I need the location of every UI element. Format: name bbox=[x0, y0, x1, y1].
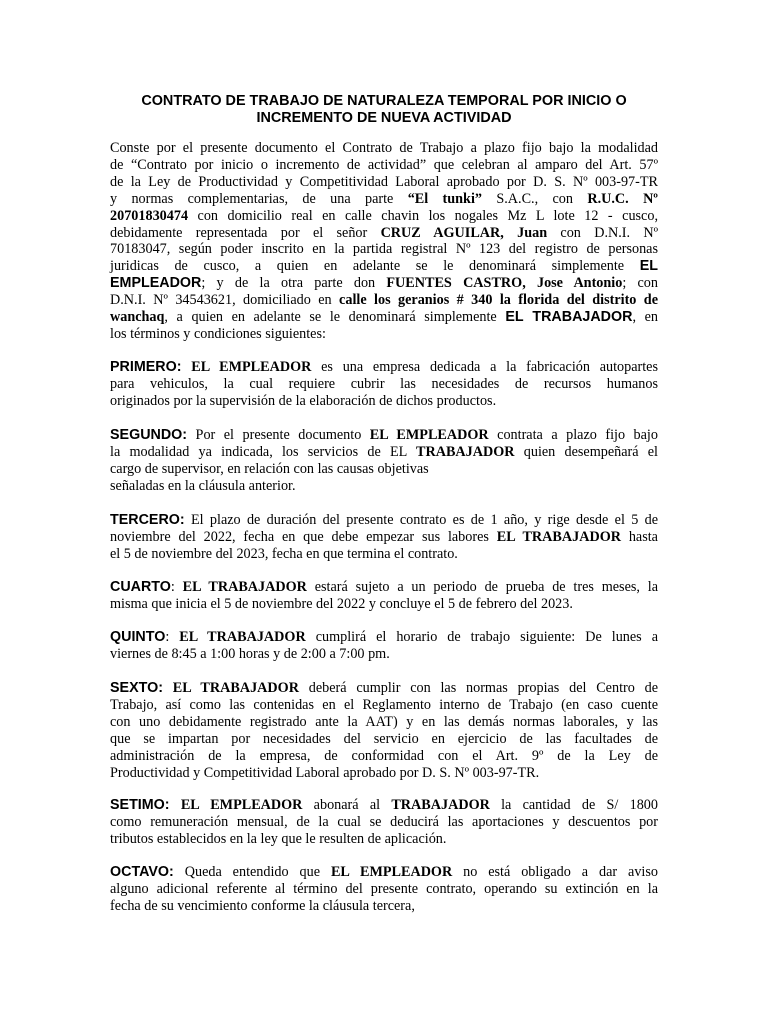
clause-text: El plazo de duración del presente contrato es de 1 año, y rige desde el 5 de bbox=[184, 512, 658, 528]
party-term: EL TRABAJADOR bbox=[496, 528, 621, 545]
clause-line: tributos establecidos en la ley que le resulten de aplicación. bbox=[110, 830, 447, 847]
intro-text: ; y de la otra parte don bbox=[201, 275, 387, 292]
intro-line: de “Contrato por inicio o incremento de actividad” que celebran al amparo del Art. 57º bbox=[110, 156, 658, 173]
intro-text: debidamente representada por el señor bbox=[110, 224, 381, 241]
intro-text: con domicilio real en calle chavin los nogales Mz L lote 12 - cusco, bbox=[188, 207, 658, 224]
party-term: EL TRABAJADOR bbox=[179, 629, 306, 645]
intro-line bbox=[110, 275, 658, 292]
intro-line: 70183047, según poder inscrito en la partida registral Nº 123 del registro de personas bbox=[110, 241, 658, 258]
clause-line: para vehiculos, la cual requiere cubrir las necesidades de recursos humanos bbox=[110, 375, 658, 392]
clause-line: administración de la empresa, de conformidad con el Art. 9º de la Ley de bbox=[110, 747, 658, 764]
party-term: EL EMPLEADOR bbox=[169, 797, 303, 813]
intro-text: D.N.I. Nº 34543621, domiciliado en bbox=[110, 292, 340, 309]
clause-text: hasta bbox=[621, 528, 658, 545]
representative-name: CRUZ AGUILAR, Juan bbox=[380, 224, 548, 241]
title-line-2: INCREMENTO DE NUEVA ACTIVIDAD bbox=[256, 110, 512, 126]
clause-line: fecha de su vencimiento conforme la cláusula tercera, bbox=[110, 897, 415, 914]
party-term: EL TRABAJADOR bbox=[182, 579, 307, 595]
clause-text: noviembre del 2022, fecha en que debe empezar sus labores bbox=[110, 528, 497, 545]
intro-line bbox=[110, 191, 658, 208]
worker-name: FUENTES CASTRO, Jose Antonio bbox=[386, 275, 623, 292]
clause-text: contrata a plazo fijo bajo bbox=[488, 427, 658, 443]
intro-text: ; con bbox=[622, 275, 658, 292]
clause-setimo bbox=[110, 797, 658, 848]
worker-address: wanchaq bbox=[110, 309, 165, 326]
intro-text: , a quien en adelante se le denominará simplemente bbox=[164, 309, 506, 326]
clause-cuarto bbox=[110, 579, 658, 613]
clause-text: : bbox=[165, 629, 180, 645]
intro-line bbox=[110, 208, 658, 225]
intro-line bbox=[110, 258, 658, 275]
clause-text: : bbox=[170, 579, 183, 595]
clause-heading: QUINTO bbox=[110, 629, 166, 645]
clause-tercero bbox=[110, 512, 658, 563]
party-term: EL TRABAJADOR bbox=[162, 680, 299, 696]
clause-text: quien desempeñará el bbox=[514, 443, 658, 460]
title-line-1: CONTRATO DE TRABAJO DE NATURALEZA TEMPORAL POR INICIO O bbox=[141, 93, 627, 109]
clause-primero bbox=[110, 359, 658, 410]
clause-text: cumplirá el horario de trabajo siguiente: De lunes a bbox=[305, 629, 658, 645]
clause-sexto bbox=[110, 680, 658, 781]
intro-text: y normas complementarias, de una parte bbox=[110, 190, 408, 207]
clause-line bbox=[110, 529, 658, 546]
party-term: EL EMPLEADOR bbox=[330, 864, 453, 880]
clause-line bbox=[110, 579, 658, 596]
clause-line: señaladas en la cláusula anterior. bbox=[110, 477, 296, 494]
party-term: EL EMPLEADOR bbox=[369, 427, 489, 443]
clause-text: Queda entendido que bbox=[173, 864, 331, 880]
clause-text: no está obligado a dar aviso bbox=[452, 864, 658, 880]
clause-line: alguno adicional referente al término del presente contrato, operando su extinción en la bbox=[110, 880, 658, 897]
clause-line bbox=[110, 359, 658, 376]
clause-line bbox=[110, 444, 658, 461]
clause-line bbox=[110, 512, 658, 529]
clause-octavo bbox=[110, 864, 658, 915]
clause-heading: SETIMO: bbox=[110, 797, 170, 813]
intro-text: con D.N.I. Nº bbox=[547, 224, 659, 241]
ruc-number: 20701830474 bbox=[110, 207, 189, 224]
clause-line bbox=[110, 864, 658, 881]
worker-address: calle los geranios # 340 la florida del distrito de bbox=[339, 292, 658, 309]
clause-line: Trabajo, así como las contenidas en el Reglamento interno de Trabajo (en caso cuente bbox=[110, 696, 658, 713]
clause-quinto bbox=[110, 629, 658, 663]
clause-text: la cantidad de S/ 1800 bbox=[489, 797, 658, 813]
intro-line: los términos y condiciones siguientes: bbox=[110, 325, 326, 342]
clause-heading: TERCERO: bbox=[110, 512, 185, 528]
intro-text: juridicas de cusco, a quien en adelante se le denominará simplemente bbox=[110, 258, 640, 275]
intro-text: S.A.C., con bbox=[481, 190, 588, 207]
intro-text: , en bbox=[632, 309, 658, 326]
company-name: “El tunki” bbox=[407, 190, 482, 207]
party-term: EL EMPLEADOR bbox=[181, 359, 312, 375]
intro-line bbox=[110, 309, 658, 326]
clause-line: como remuneración mensual, de la cual se deducirá las aportaciones y descuentos por bbox=[110, 813, 658, 830]
clause-text: es una empresa dedicada a la fabricación autopartes bbox=[311, 359, 658, 375]
clause-line bbox=[110, 427, 658, 444]
clause-line: el 5 de noviembre del 2023, fecha en que termina el contrato. bbox=[110, 545, 458, 562]
clause-heading: CUARTO bbox=[110, 579, 171, 595]
clause-line bbox=[110, 680, 658, 697]
clause-line: que se impartan por necesidades del servicio en ejercicio de las facultades de bbox=[110, 730, 658, 747]
contract-title bbox=[100, 93, 668, 127]
intro-line: Conste por el presente documento el Contrato de Trabajo a plazo fijo bajo la modalidad bbox=[110, 140, 658, 156]
intro-paragraph bbox=[110, 140, 658, 343]
clause-line bbox=[110, 797, 658, 814]
clause-line: con uno debidamente registrado ante la AAT) y en las demás normas laborales, y las bbox=[110, 713, 658, 730]
party-term: TRABAJADOR bbox=[391, 797, 490, 813]
party-term: EMPLEADOR bbox=[110, 275, 202, 292]
clause-line: Productividad y Competitividad Laboral aprobado por D. S. Nº 003-97-TR. bbox=[110, 764, 540, 781]
clause-heading: OCTAVO: bbox=[110, 864, 174, 880]
intro-line bbox=[110, 292, 658, 309]
clause-text: deberá cumplir con las normas propias del Centro de bbox=[298, 680, 659, 696]
clause-line: misma que inicia el 5 de noviembre del 2022 y concluye el 5 de febrero del 2023. bbox=[110, 595, 573, 612]
party-term: EL TRABAJADOR bbox=[505, 309, 633, 326]
clause-heading: PRIMERO: bbox=[110, 359, 182, 375]
clause-heading: SEXTO: bbox=[110, 680, 163, 696]
party-term: TRABAJADOR bbox=[416, 443, 515, 460]
clause-line bbox=[110, 629, 658, 646]
clause-line: viernes de 8:45 a 1:00 horas y de 2:00 a 7:00 pm. bbox=[110, 645, 390, 662]
clause-text: Por el presente documento bbox=[187, 427, 370, 443]
clause-text: estará sujeto a un periodo de prueba de tres meses, la bbox=[306, 579, 658, 595]
clause-segundo bbox=[110, 427, 658, 495]
clause-heading: SEGUNDO: bbox=[110, 427, 188, 443]
intro-line: de la Ley de Productividad y Competitividad Laboral aprobado por D. S. Nº 003-97-TR bbox=[110, 173, 658, 190]
intro-line bbox=[110, 225, 658, 242]
clause-line: originados por la supervisión de la elaboración de dichos productos. bbox=[110, 392, 497, 409]
clause-text: abonará al bbox=[302, 797, 392, 813]
ruc-label: R.U.C. Nº bbox=[587, 190, 658, 207]
party-term: EL bbox=[639, 258, 658, 275]
clause-text: la modalidad ya indicada, los servicios de EL bbox=[110, 443, 417, 460]
clause-line: cargo de supervisor, en relación con las causas objetivas bbox=[110, 460, 429, 477]
